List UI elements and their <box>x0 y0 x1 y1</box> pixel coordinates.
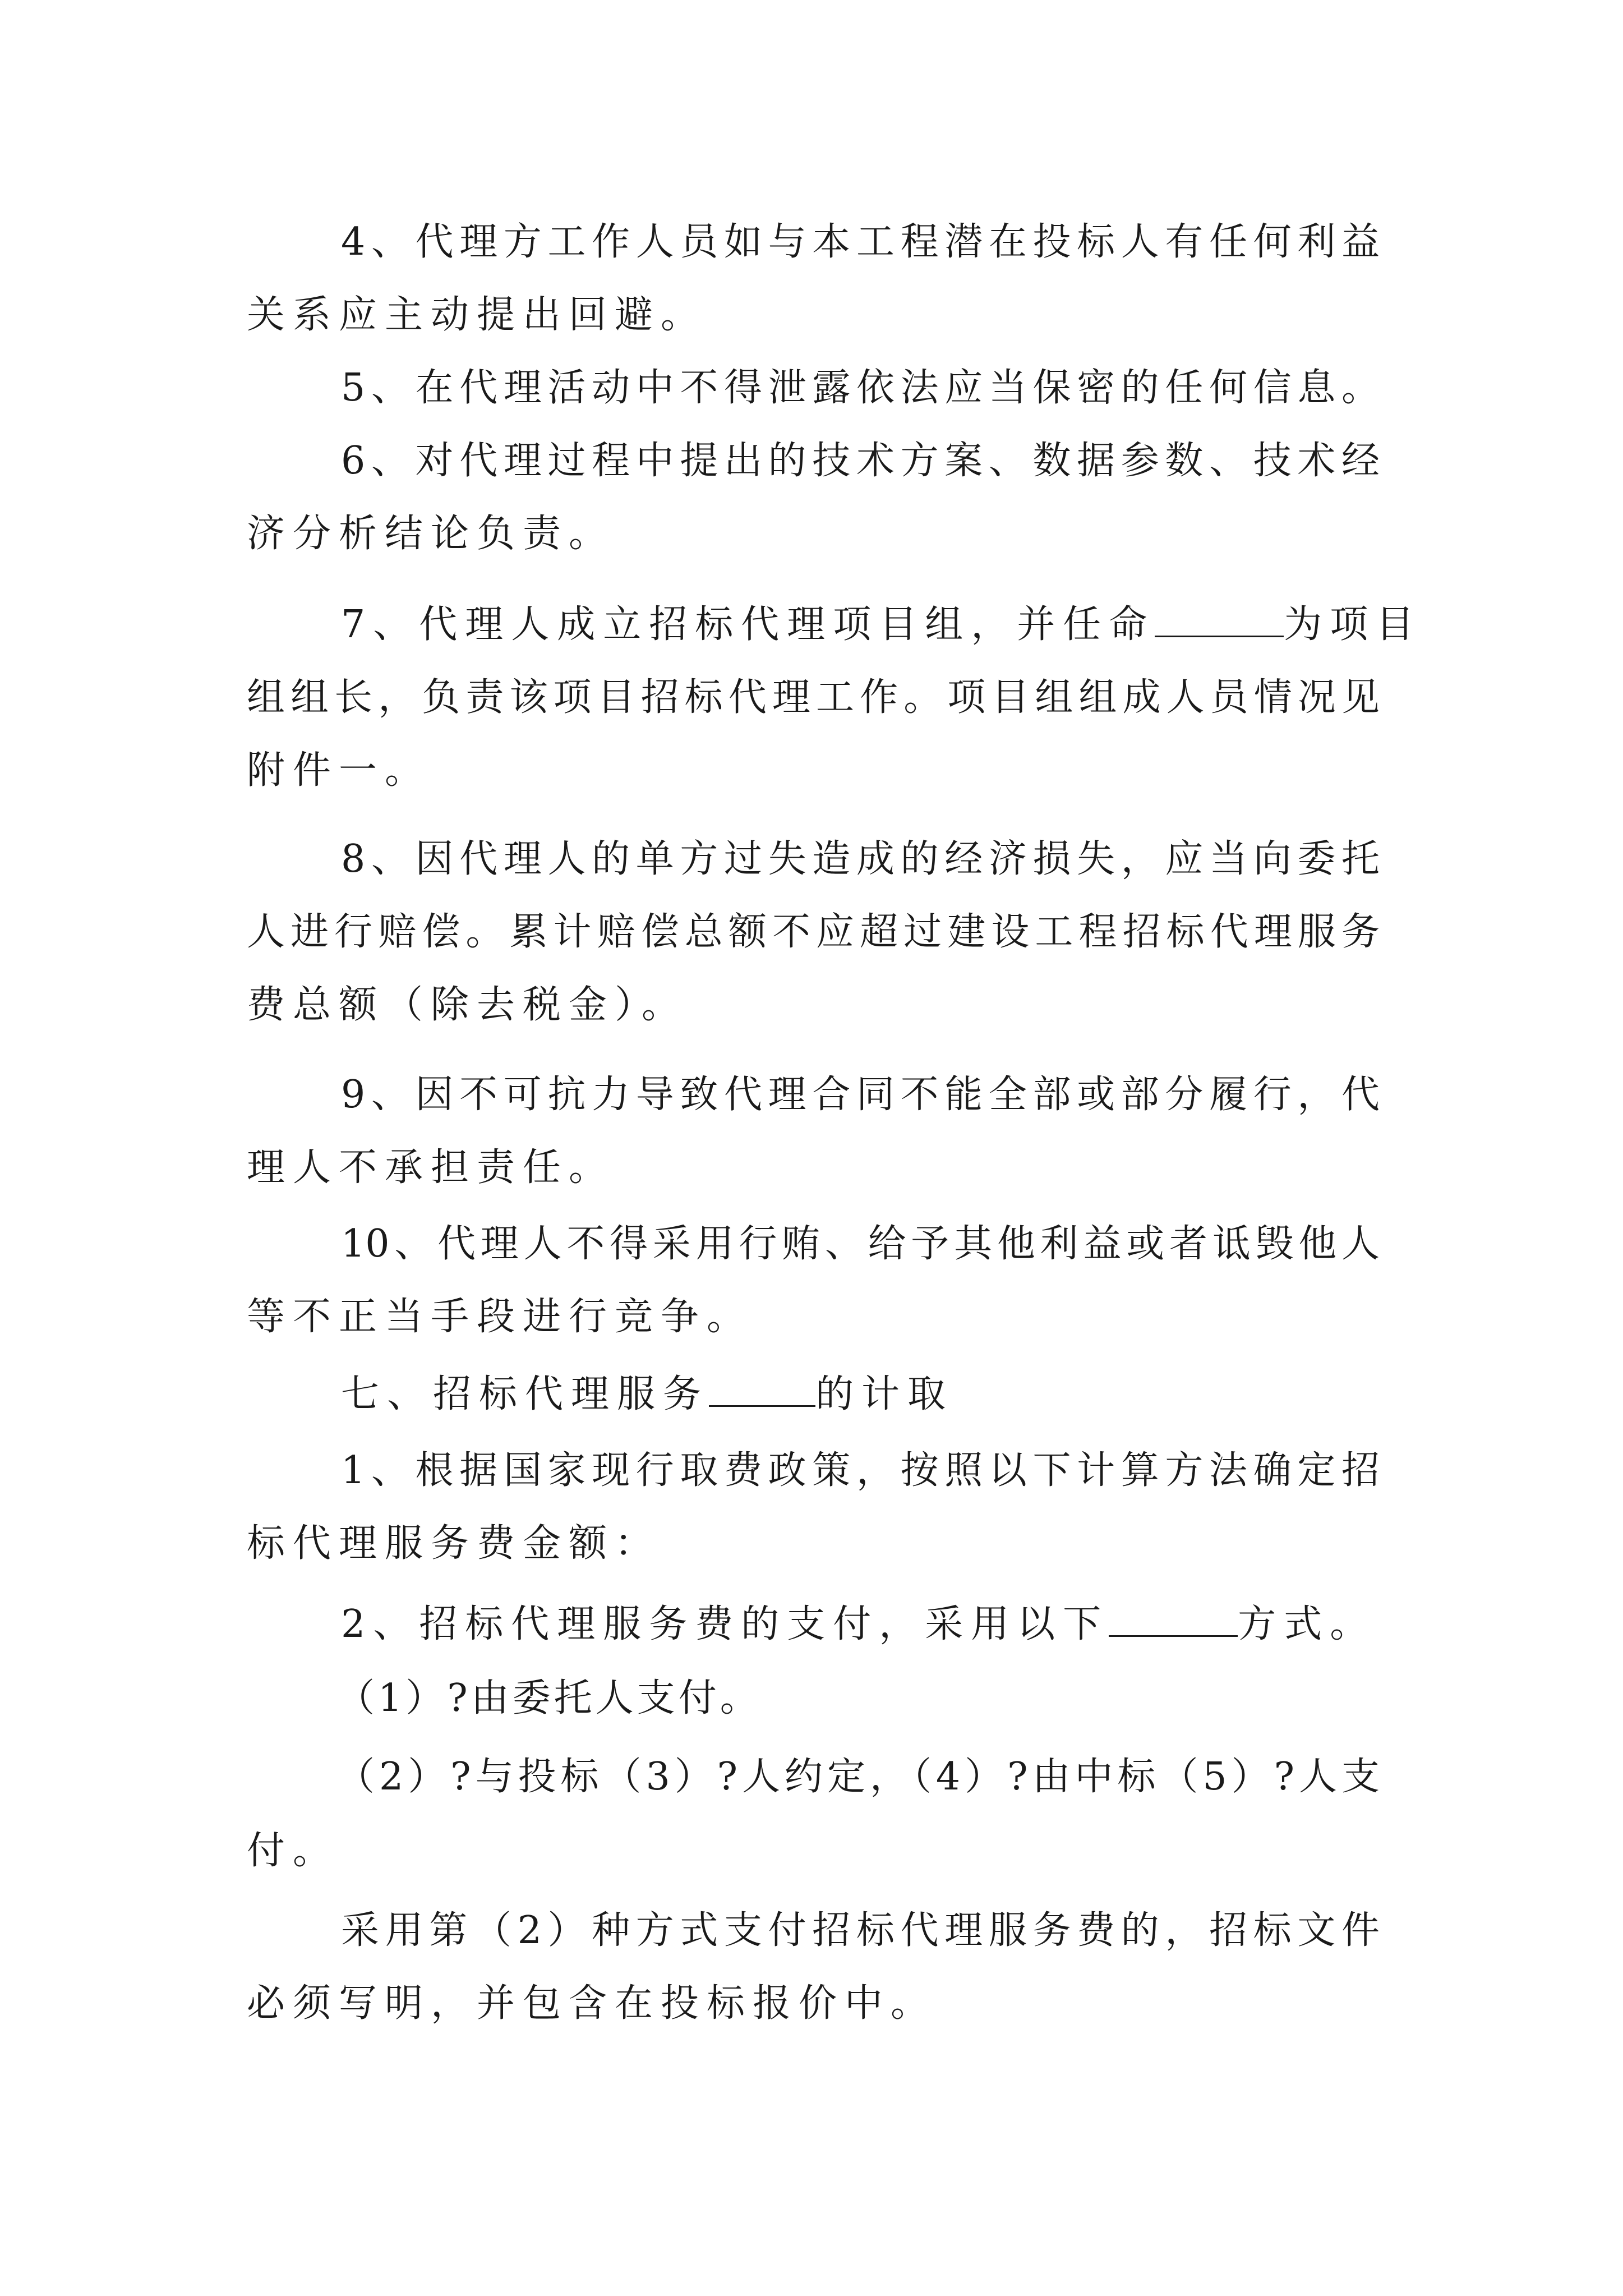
clause-7-line-1 <box>341 597 1422 653</box>
project-leader-blank[interactable] <box>1155 600 1284 637</box>
section-7-item-2-text-b: 方式。 <box>1238 1602 1376 1646</box>
clause-8-line-2: 人进行赔偿。累计赔偿总额不应超过建设工程招标代理服务 <box>247 910 1380 954</box>
payment-option-2-line-1: （2）?与投标（3）?人约定，（4）?由中标（5）?人支 <box>336 1755 1380 1799</box>
section-7-heading <box>341 1366 953 1423</box>
section-7-item-1-line-2: 标代理服务费金额： <box>247 1521 661 1566</box>
clause-9-line-2: 理人不承担责任。 <box>247 1145 615 1190</box>
section-7-heading-text-a: 七、招标代理服务 <box>341 1372 709 1416</box>
clause-7-text-before-blank: 7、代理人成立招标代理项目组，并任命 <box>341 602 1155 647</box>
clause-7-line-2: 组组长，负责该项目招标代理工作。项目组组成人员情况见 <box>247 675 1380 720</box>
section-7-item-1-line-1: 1、根据国家现行取费政策，按照以下计算方法确定招 <box>341 1448 1380 1493</box>
clause-10-line-1: 10、代理人不得采用行贿、给予其他利益或者诋毁他人 <box>341 1222 1380 1266</box>
clause-8-line-3: 费总额（除去税金）。 <box>247 983 688 1027</box>
section-7-item-2-line-1 <box>341 1596 1376 1653</box>
clause-6-line-1: 6、对代理过程中提出的技术方案、数据参数、技术经 <box>341 439 1380 483</box>
closing-line-2: 必须写明，并包含在投标报价中。 <box>247 1981 937 2026</box>
section-7-blank[interactable] <box>709 1369 815 1407</box>
clause-6-line-2: 济分析结论负责。 <box>247 512 615 556</box>
clause-10-line-2: 等不正当手段进行竞争。 <box>247 1295 753 1339</box>
payment-option-1: （1）?由委托人支付。 <box>336 1676 762 1720</box>
clause-8-line-1: 8、因代理人的单方过失造成的经济损失，应当向委托 <box>341 837 1380 881</box>
payment-method-blank[interactable] <box>1109 1599 1238 1637</box>
clause-7-line-3: 附件一。 <box>247 748 431 793</box>
clause-4-line-2: 关系应主动提出回避。 <box>247 293 707 337</box>
payment-option-2-line-2: 付。 <box>247 1829 339 1873</box>
clause-5-line-1: 5、在代理活动中不得泄露依法应当保密的任何信息。 <box>341 366 1380 410</box>
closing-line-1: 采用第（2）种方式支付招标代理服务费的，招标文件 <box>341 1908 1380 1953</box>
clause-7-text-after-blank: 为项目 <box>1284 602 1422 647</box>
clause-4-line-1: 4、代理方工作人员如与本工程潜在投标人有任何利益 <box>341 220 1380 264</box>
section-7-heading-text-b: 的计取 <box>815 1372 954 1416</box>
clause-9-line-1: 9、因不可抗力导致代理合同不能全部或部分履行，代 <box>341 1073 1380 1117</box>
section-7-item-2-text-a: 2、招标代理服务费的支付，采用以下 <box>341 1602 1109 1646</box>
